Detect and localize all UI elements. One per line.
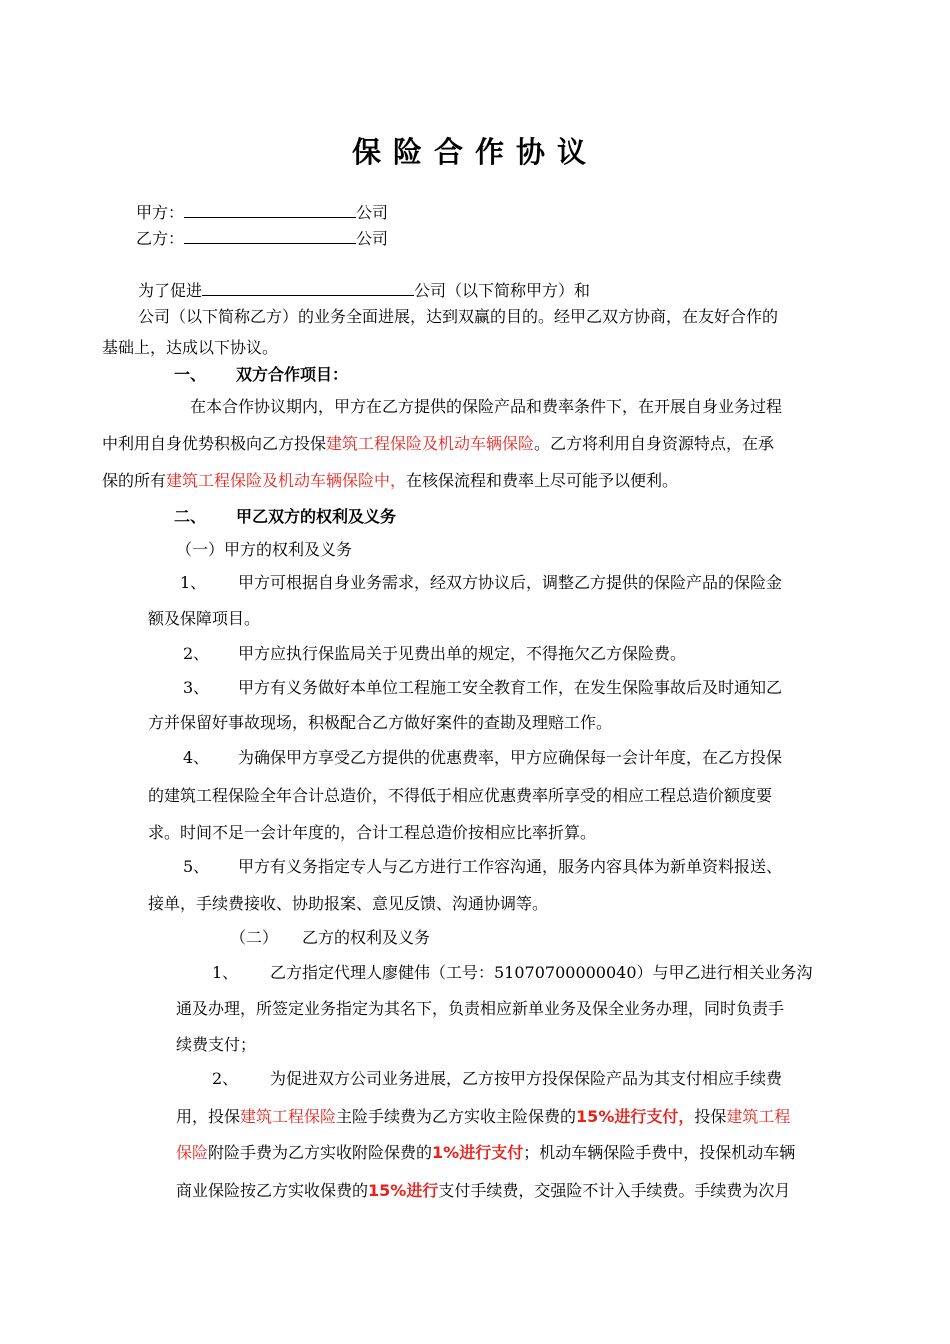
- item-a5-number: 5、: [183, 857, 210, 876]
- intro-line-1: [138, 278, 590, 302]
- b2-highlight: 建筑工程: [726, 1107, 791, 1126]
- intro-text: 为了促进: [138, 281, 203, 300]
- item-b1-number: 1、: [212, 963, 239, 982]
- party-b-line: [136, 226, 388, 250]
- item-a5-line-2: 接单，手续费接收、协助报案、意见反馈、沟通协调等。: [148, 894, 549, 913]
- item-a1-number: 1、: [180, 573, 207, 592]
- item-a2-number: 2、: [183, 644, 210, 663]
- intro-line-3: 基础上，达成以下协议。: [102, 338, 279, 357]
- sec1-highlight: 建筑工程保险及机动车辆保险中，: [166, 471, 407, 490]
- b2-highlight-rate: 15%进行: [368, 1181, 439, 1200]
- sec1-line-2: [102, 433, 774, 455]
- item-a4-number: 4、: [183, 748, 210, 767]
- sec1-text: 保的所有: [102, 471, 167, 490]
- section-1-title: 双方合作项目：: [236, 365, 349, 384]
- sec1-highlight: 建筑工程保险及机动车辆保险: [326, 434, 535, 453]
- b2-highlight-rate: 1%进行支付: [432, 1143, 524, 1162]
- party-b-blank[interactable]: [184, 226, 356, 244]
- item-b2-line-4: [176, 1180, 790, 1202]
- subsection-2-title: 乙方的权利及义务: [302, 928, 431, 947]
- item-b1-line-1: 乙方指定代理人廖健伟（工号：51070700000040）与甲乙进行相关业务沟: [270, 963, 813, 982]
- section-2-title: 甲乙双方的权利及义务: [236, 507, 397, 526]
- b2-highlight: 建筑工程保险: [240, 1107, 337, 1126]
- intro-text: 公司（以下简称甲方）和: [414, 281, 591, 300]
- subsection-2-number: （二）: [230, 928, 279, 947]
- item-b2-line-2: [176, 1106, 790, 1128]
- item-b2-line-1: 为促进双方公司业务进展，乙方按甲方投保保险产品为其支付相应手续费: [270, 1069, 783, 1088]
- sec1-line-3: [102, 470, 678, 492]
- item-a3-line-1: 甲方有义务做好本单位工程施工安全教育工作，在发生保险事故后及时通知乙: [238, 678, 783, 697]
- sec1-line-1: 在本合作协议期内，甲方在乙方提供的保险产品和费率条件下，在开展自身业务过程: [190, 397, 783, 416]
- party-a-suffix: 公司: [356, 203, 389, 222]
- sec1-text: 中利用自身优势积极向乙方投保: [102, 434, 327, 453]
- party-a-line: [136, 200, 388, 224]
- item-b2-number: 2、: [212, 1069, 239, 1088]
- b2-text: 附险手费为乙方实收附险保费的: [208, 1143, 433, 1162]
- item-b1-line-2: 通及办理，所签定业务指定为其名下，负责相应新单业务及保全业务办理，同时负责手: [176, 999, 785, 1018]
- b2-text: 主险手续费为乙方实收主险保费的: [336, 1107, 577, 1126]
- party-b-suffix: 公司: [356, 229, 389, 248]
- intro-company-blank[interactable]: [202, 278, 414, 296]
- section-2-number: 二、: [174, 507, 207, 526]
- b2-text: 用，投保: [176, 1107, 241, 1126]
- item-a2-line-1: 甲方应执行保监局关于见费出单的规定，不得拖欠乙方保险费。: [238, 644, 687, 663]
- sec1-text: 。乙方将利用自身资源特点，在承: [534, 434, 775, 453]
- item-b2-line-3: [176, 1142, 795, 1164]
- item-a4-line-3: 求。时间不足一会计年度的，合计工程总造价按相应比率折算。: [148, 823, 597, 842]
- party-a-label: 甲方：: [136, 203, 185, 222]
- section-1-number: 一、: [174, 365, 207, 384]
- item-a3-number: 3、: [183, 678, 210, 697]
- b2-text: 支付手续费，交强险不计入手续费。手续费为次月: [438, 1181, 791, 1200]
- intro-line-2: 公司（以下简称乙方）的业务全面进展，达到双赢的目的。经甲乙双方协商，在友好合作的: [138, 307, 779, 326]
- party-b-label: 乙方：: [136, 229, 185, 248]
- b2-highlight: 保险: [176, 1143, 209, 1162]
- b2-text: ；机动车辆保险手费中，投保机动车辆: [523, 1143, 796, 1162]
- item-b1-line-3: 续费支付；: [176, 1035, 257, 1054]
- item-a5-line-1: 甲方有义务指定专人与乙方进行工作容沟通，服务内容具体为新单资料报送、: [238, 857, 783, 876]
- b2-text: 商业保险按乙方实收保费的: [176, 1181, 369, 1200]
- party-a-blank[interactable]: [184, 200, 356, 218]
- b2-text: 投保: [694, 1107, 727, 1126]
- subsection-1-title: （一）甲方的权利及义务: [176, 540, 353, 559]
- b2-highlight-rate: 15%进行支付，: [576, 1107, 695, 1126]
- document-title: 保险合作协议: [351, 135, 598, 169]
- item-a4-line-1: 为确保甲方享受乙方提供的优惠费率，甲方应确保每一会计年度，在乙方投保: [238, 748, 783, 767]
- item-a1-line-2: 额及保障项目。: [148, 609, 261, 628]
- item-a4-line-2: 的建筑工程保险全年合计总造价，不得低于相应优惠费率所享受的相应工程总造价额度要: [148, 786, 773, 805]
- item-a3-line-2: 方并保留好事故现场，积极配合乙方做好案件的查勘及理赔工作。: [148, 713, 613, 732]
- sec1-text: 在核保流程和费率上尽可能予以便利。: [406, 471, 679, 490]
- item-a1-line-1: 甲方可根据自身业务需求，经双方协议后，调整乙方提供的保险产品的保险金: [238, 573, 783, 592]
